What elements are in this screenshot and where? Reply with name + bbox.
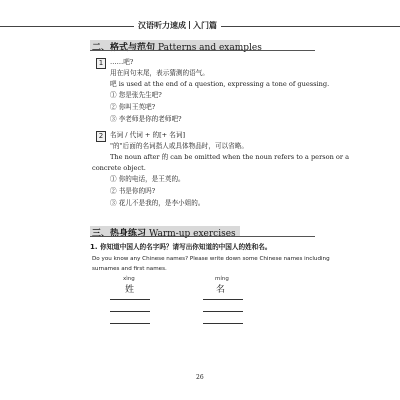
section-title-en: Patterns and examples: [158, 43, 262, 53]
desc-en: 吧 is used at the end of a question, expressing a tone of guessing.: [110, 80, 330, 88]
item-number-box: 2: [96, 131, 106, 142]
example-sentence: ② 你叫王英吧?: [110, 103, 156, 111]
section-title-cn: 三、热身练习: [92, 229, 147, 239]
pattern-text: 名词 / 代词 + 的[+ 名词]: [110, 131, 186, 139]
header-divider: [189, 21, 190, 29]
question-en: Do you know any Chinese names? Please write down some Chinese names including: [92, 256, 330, 262]
section-rule: [90, 236, 315, 237]
header-series: 汉语听力速成: [138, 21, 186, 30]
char-ming: 名: [216, 285, 226, 295]
example-sentence: ③ 花儿不是我的，是李小姐的。: [110, 199, 205, 207]
answer-line-given-name[interactable]: [203, 311, 243, 312]
pattern-text: ……吧?: [110, 58, 134, 66]
answer-line-surname[interactable]: [110, 323, 150, 324]
header-level: 入门篇: [193, 21, 217, 30]
page-number: 26: [196, 374, 204, 381]
example-sentence: ① 你的电话，是王英的。: [110, 175, 185, 183]
desc-en-continued: concrete object.: [92, 164, 146, 172]
example-sentence: ② 书是你的吗?: [110, 187, 156, 195]
pinyin-xing: xìng: [123, 276, 135, 282]
desc-en: The noun after 的 can be omitted when the noun refers to a person or a: [110, 153, 350, 161]
section-rule: [90, 50, 315, 51]
answer-line-surname[interactable]: [110, 299, 150, 300]
section-title: [92, 226, 236, 239]
item-number-box: 1: [96, 58, 106, 69]
example-sentence: ① 您是张先生吧?: [110, 91, 162, 99]
pinyin-ming: míng: [215, 276, 229, 282]
section-title-cn: 二、格式与范句: [92, 43, 156, 53]
char-xing: 姓: [125, 285, 135, 295]
desc-cn: 用在问句末尾，表示猜测的语气。: [110, 69, 209, 77]
section-title: [92, 40, 262, 53]
question-number: 1.: [90, 243, 98, 251]
section-title-en: Warm-up exercises: [149, 229, 236, 239]
answer-line-surname[interactable]: [110, 311, 150, 312]
running-header: [134, 20, 221, 31]
desc-cn: "的"后面的名词指人或具体物品时，可以省略。: [110, 142, 248, 150]
question-en-continued: surnames and first names.: [92, 266, 167, 272]
answer-line-given-name[interactable]: [203, 299, 243, 300]
answer-line-given-name[interactable]: [203, 323, 243, 324]
question-cn: 你知道中国人的名字吗？请写出你知道的中国人的姓和名。: [100, 243, 272, 251]
example-sentence: ③ 李老师是你的老师吧?: [110, 115, 182, 123]
